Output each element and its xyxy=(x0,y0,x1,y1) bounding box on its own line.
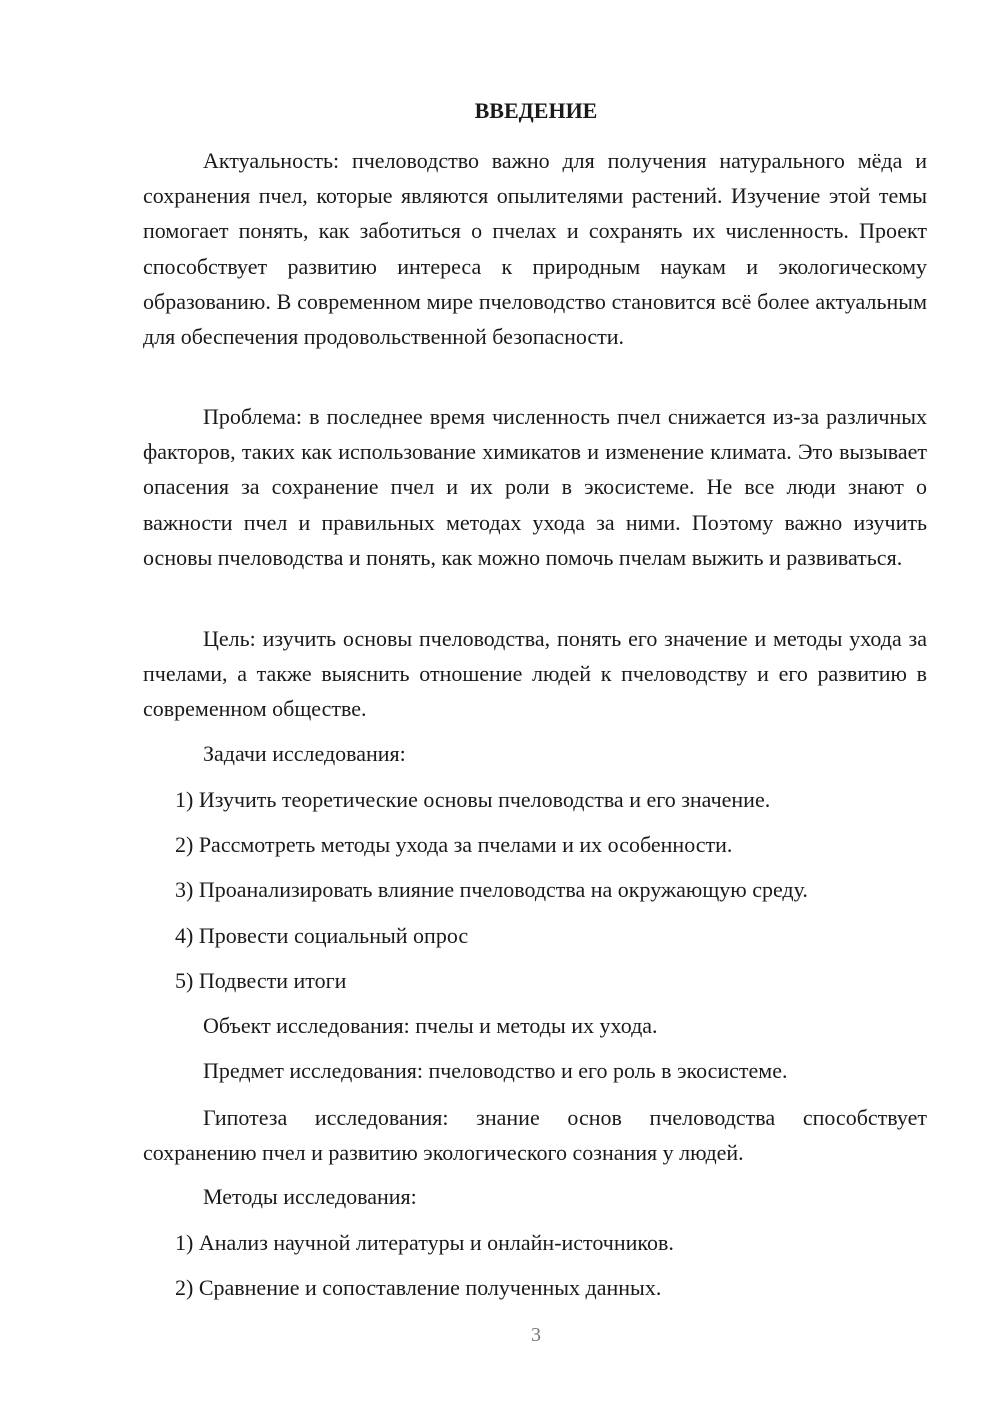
paragraph-problem: Проблема: в последнее время численность пчел снижается из-за различных факторов, таких как использование химикатов и изменение климата. Это вызывает опасения за сохранение пчел и их роли в экосистеме. Не все люди знают о важности пчел и правильных методах ухода за ними. Поэтому важно изучить основы пчеловодства и понять, как можно помочь пчелам выжить и развиваться. xyxy=(143,404,927,570)
task-item-3: 3) Проанализировать влияние пчеловодства на окружающую среду. xyxy=(175,877,808,902)
task-item-4: 4) Провести социальный опрос xyxy=(175,923,469,948)
methods-heading: Методы исследования: xyxy=(203,1184,417,1209)
method-item-2: 2) Сравнение и сопоставление полученных данных. xyxy=(175,1275,662,1300)
paragraph-relevance: Актуальность: пчеловодство важно для получения натурального мёда и сохранения пчел, которые являются опылителями растений. Изучение этой темы помогает понять, как заботиться о пчелах и сохранять их численность. Проект способствует развитию интереса к природным наукам и экологическому образованию. В современном мире пчеловодство становится всё более актуальным для обеспечения продовольственной безопасности. xyxy=(143,148,927,350)
paragraph-hypothesis: Гипотеза исследования: знание основ пчеловодства способствует сохранению пчел и развитию экологического сознания у людей. xyxy=(143,1105,927,1166)
tasks-heading: Задачи исследования: xyxy=(203,741,406,766)
section-heading: ВВЕДЕНИЕ xyxy=(474,98,598,123)
research-object: Объект исследования: пчелы и методы их ухода. xyxy=(203,1013,658,1038)
method-item-1: 1) Анализ научной литературы и онлайн-источников. xyxy=(175,1230,674,1255)
task-item-2: 2) Рассмотреть методы ухода за пчелами и их особенности. xyxy=(175,832,733,857)
page-number: 3 xyxy=(531,1324,541,1346)
paragraph-goal: Цель: изучить основы пчеловодства, понять его значение и методы ухода за пчелами, а также выяснить отношение людей к пчеловодству и его развитию в современном обществе. xyxy=(143,626,927,722)
task-item-1: 1) Изучить теоретические основы пчеловодства и его значение. xyxy=(175,787,771,812)
task-item-5: 5) Подвести итоги xyxy=(175,968,347,993)
research-subject: Предмет исследования: пчеловодство и его роль в экосистеме. xyxy=(203,1058,788,1083)
